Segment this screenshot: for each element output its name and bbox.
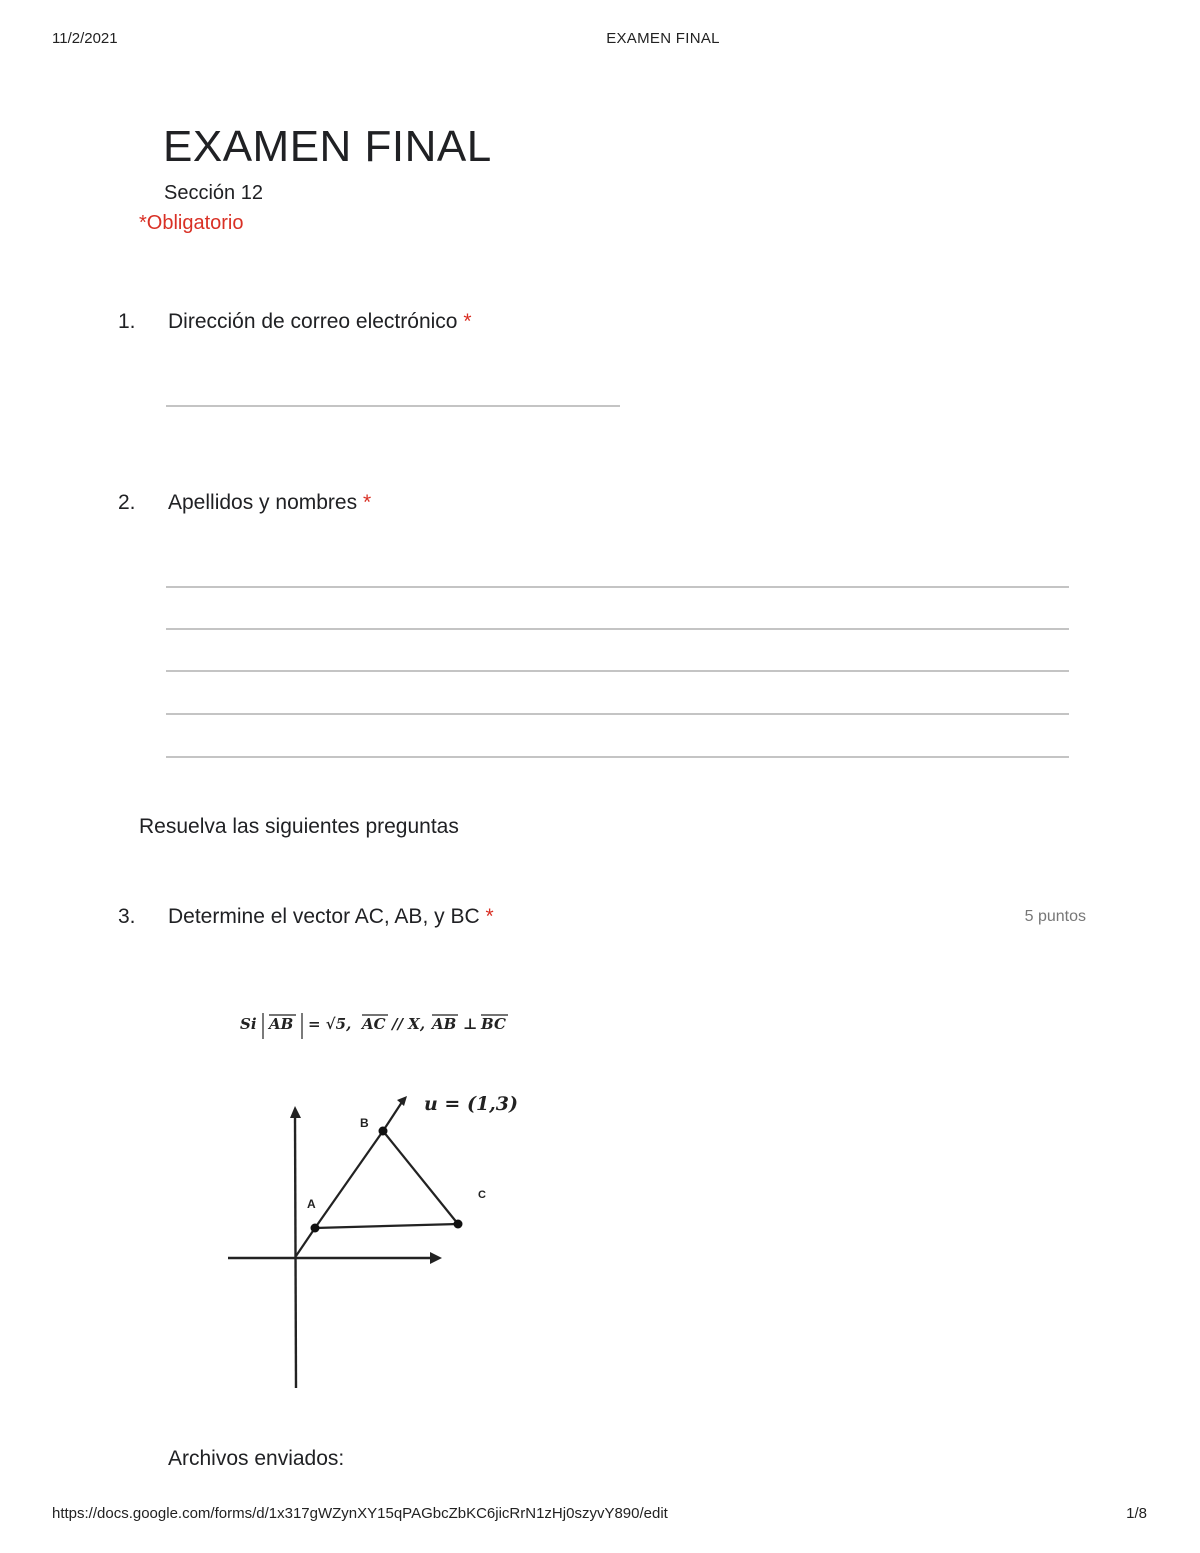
question-3-points: 5 puntos — [1024, 908, 1086, 925]
label-a: A — [307, 1197, 316, 1211]
segment-ac — [315, 1224, 458, 1228]
email-answer-field[interactable] — [166, 405, 620, 407]
names-answer-line-5[interactable] — [166, 756, 1069, 758]
print-footer-page: 1/8 — [1126, 1505, 1147, 1522]
question-3-text: Determine el vector AC, AB, y BC — [168, 905, 480, 928]
names-answer-line-2[interactable] — [166, 628, 1069, 630]
y-axis-arrowhead — [290, 1106, 301, 1118]
question-3-required-mark: * — [485, 905, 494, 928]
question-2-text: Apellidos y nombres — [168, 491, 358, 514]
condition-eq-sqrt: = √5, — [308, 1015, 352, 1033]
question-1-required-mark: * — [463, 310, 472, 333]
condition-bc: BC — [481, 1015, 506, 1033]
print-date: 11/2/2021 — [52, 30, 118, 47]
point-a — [311, 1224, 320, 1233]
label-b: B — [360, 1116, 369, 1130]
question-2-number: 2. — [118, 491, 136, 514]
point-b — [379, 1127, 388, 1136]
question-3-title — [168, 905, 494, 929]
names-answer-line-1[interactable] — [166, 586, 1069, 588]
question-1-number: 1. — [118, 310, 136, 333]
print-footer-url: https://docs.google.com/forms/d/1x317gWZynXY15qPAGbcZbKC6jicRrN1zHj0szyvY890/edit — [52, 1505, 668, 1522]
condition-formula — [240, 1013, 508, 1039]
question-3-number: 3. — [118, 905, 136, 928]
names-answer-line-3[interactable] — [166, 670, 1069, 672]
origin-to-a-segment — [296, 1228, 315, 1256]
form-title: EXAMEN FINAL — [163, 122, 492, 171]
direction-u-arrowhead — [397, 1096, 407, 1106]
condition-ab-2: AB — [432, 1015, 457, 1033]
required-note: *Obligatorio — [139, 212, 244, 234]
question-1-text: Dirección de correo electrónico — [168, 310, 458, 333]
section-description: Resuelva las siguientes preguntas — [139, 815, 459, 838]
u-vector-label: u = (1,3) — [424, 1093, 518, 1115]
print-title: EXAMEN FINAL — [606, 30, 720, 47]
segment-bc — [383, 1131, 458, 1224]
segment-ab — [315, 1131, 383, 1228]
vector-figure — [220, 1005, 550, 1395]
condition-si: Si — [240, 1015, 257, 1033]
names-answer-line-4[interactable] — [166, 713, 1069, 715]
submitted-files-label: Archivos enviados: — [168, 1447, 345, 1470]
question-1-title — [168, 310, 472, 334]
label-c: C — [478, 1189, 486, 1201]
x-axis-arrowhead — [430, 1252, 442, 1264]
question-2-required-mark: * — [362, 491, 372, 514]
condition-perp: ⊥ — [463, 1015, 478, 1033]
point-c — [454, 1220, 463, 1229]
y-axis — [295, 1115, 296, 1388]
direction-u-line — [383, 1102, 402, 1131]
condition-parallel: // X, — [392, 1015, 426, 1033]
condition-ab: AB — [269, 1015, 294, 1033]
condition-ac: AC — [362, 1015, 386, 1033]
form-section: Sección 12 — [164, 182, 263, 204]
question-2-title — [168, 491, 371, 515]
